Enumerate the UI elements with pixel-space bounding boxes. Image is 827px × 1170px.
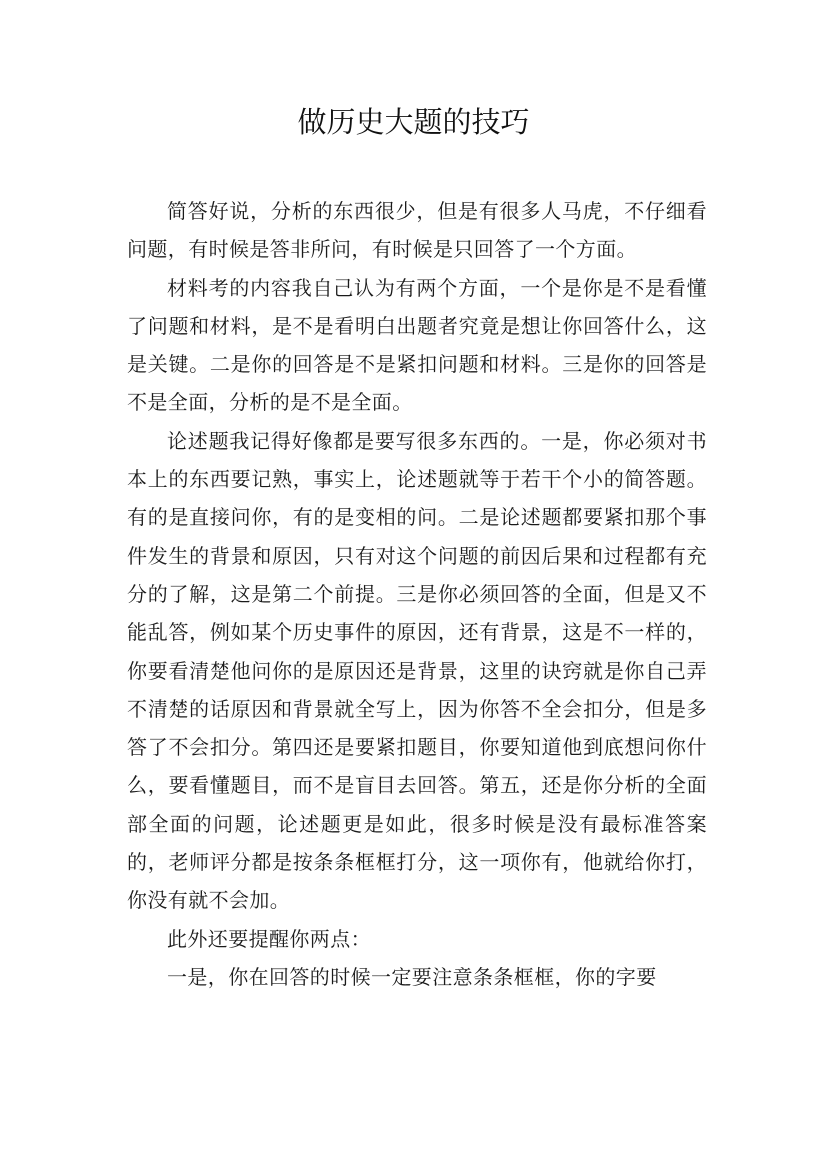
page-title: 做历史大题的技巧 — [297, 105, 530, 139]
document-body — [127, 192, 707, 996]
paragraph-essay-question: 论述题我记得好像都是要写很多东西的。一是，你必须对书本上的东西要记熟，事实上，论述题就等于若干个小的简答题。有的是直接问你，有的是变相的问。二是论述题都要紧扣那个事件发生的背景和原因，只有对这个问题的前因后果和过程都有充分的了解，这是第二个前提。三是你必须回答的全面，但是又不能乱答，例如某个历史事件的原因，还有背景，这是不一样的，你要看清楚他问你的是原因还是背景，这里的诀窍就是你自己弄不清楚的话原因和背景就全写上，因为你答不全会扣分，但是多答了不会扣分。第四还是要紧扣题目，你要知道他到底想问你什么，要看懂题目，而不是盲目去回答。第五，还是你分析的全面部全面的问题，论述题更是如此，很多时候是没有最标准答案的，老师评分都是按条条框框打分，这一项你有，他就给你打，你没有就不会加。 — [127, 428, 707, 913]
paragraph-reminder-one: 一是，你在回答的时候一定要注意条条框框，你的字要 — [167, 964, 657, 989]
paragraph-short-answer: 简答好说，分析的东西很少，但是有很多人马虎，不仔细看问题，有时候是答非所问，有时候是只回答了一个方面。 — [127, 199, 707, 262]
paragraph-material-question: 材料考的内容我自己认为有两个方面，一个是你是不是看懂了问题和材料，是不是看明白出题者究竟是想让你回答什么，这是关键。二是你的回答是不是紧扣问题和材料。三是你的回答是不是全面，分析的是不是全面。 — [127, 275, 707, 415]
paragraph-reminder-intro: 此外还要提醒你两点： — [167, 926, 371, 951]
